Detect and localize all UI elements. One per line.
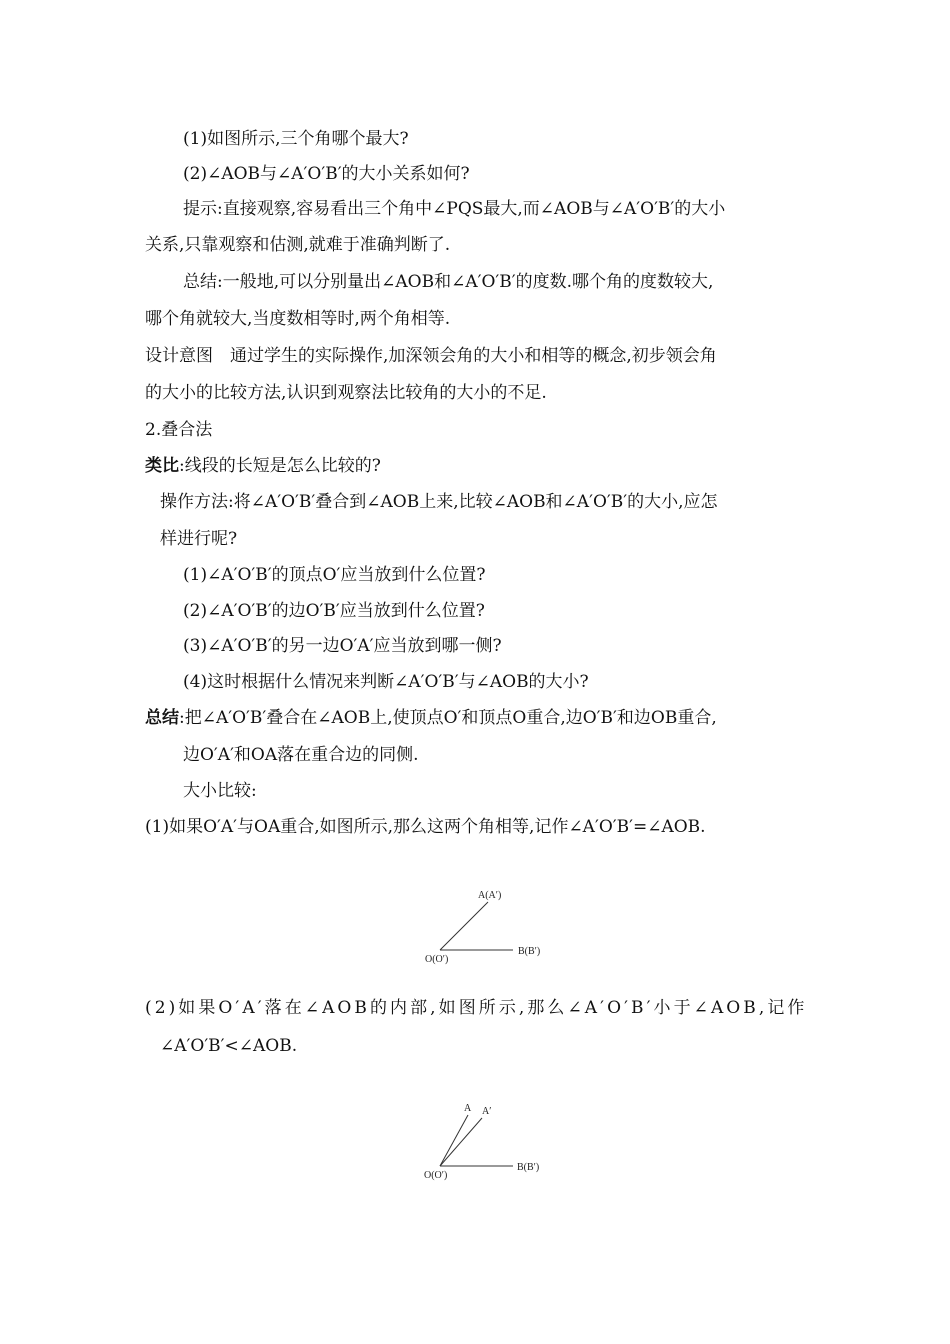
- summary2-line-2: 边O′A′和OA落在重合边的同侧.: [183, 745, 419, 765]
- section-title-overlap-method: 2.叠合法: [145, 420, 213, 440]
- label-a: A(A′): [478, 890, 502, 901]
- ray-oa: [440, 902, 488, 950]
- summary-line-1: 总结:一般地,可以分别量出∠AOB和∠A′O′B′的度数.哪个角的度数较大,: [183, 272, 714, 292]
- label-a-prime: A′: [482, 1106, 492, 1117]
- compare-title: 大小比较:: [183, 781, 257, 801]
- analogy-text: :线段的长短是怎么比较的?: [179, 456, 381, 476]
- step-1: (1)∠A′O′B′的顶点O′应当放到什么位置?: [183, 565, 486, 585]
- design-intent-line-2: 的大小的比较方法,认识到观察法比较角的大小的不足.: [145, 383, 547, 403]
- label-o: O(O′): [425, 954, 449, 965]
- ray-oa: [440, 1115, 468, 1166]
- hint-line-2: 关系,只靠观察和估测,就难于准确判断了.: [145, 235, 451, 255]
- design-intent-line-1: 设计意图 通过学生的实际操作,加深领会角的大小和相等的概念,初步领会角: [145, 346, 717, 366]
- operation-line-2: 样进行呢?: [160, 529, 238, 549]
- label-b: B(B′): [518, 946, 541, 957]
- analogy-paragraph: [145, 454, 381, 478]
- summary-line-2: 哪个角就较大,当度数相等时,两个角相等.: [145, 309, 451, 329]
- label-a: A: [464, 1103, 472, 1114]
- summary2-text: :把∠A′O′B′叠合在∠AOB上,使顶点O′和顶点O重合,边O′B′和边OB重合,: [179, 708, 717, 728]
- label-b: B(B′): [517, 1162, 540, 1173]
- summary2-line-1: [145, 706, 805, 730]
- ray-oa-prime: [440, 1118, 482, 1166]
- step-3: (3)∠A′O′B′的另一边O′A′应当放到哪一侧?: [183, 636, 502, 656]
- hint-line-1: 提示:直接观察,容易看出三个角中∠PQS最大,而∠AOB与∠A′O′B′的大小: [183, 199, 726, 219]
- question-2: (2)∠AOB与∠A′O′B′的大小关系如何?: [183, 164, 470, 184]
- figure-smaller-angle: [415, 1098, 580, 1188]
- analogy-label: 类比: [145, 456, 179, 476]
- figure-equal-angles: [420, 880, 580, 970]
- case-2-line-2: ∠A′O′B′<∠AOB.: [160, 1036, 298, 1056]
- case-2-line-1: ( 2 ) 如 果 O ′ A ′ 落 在 ∠ A O B 的 内 部 , 如 图 所 示 , 那 么 ∠ A ′ O ′ B ′ 小 于 ∠ A O B , 记 作: [145, 998, 805, 1018]
- question-1: (1)如图所示,三个角哪个最大?: [183, 129, 409, 149]
- case-1: (1)如果O′A′与OA重合,如图所示,那么这两个角相等,记作∠A′O′B′=∠AOB.: [145, 817, 706, 837]
- step-2: (2)∠A′O′B′的边O′B′应当放到什么位置?: [183, 601, 485, 621]
- summary2-label: 总结: [145, 708, 179, 728]
- label-o: O(O′): [424, 1170, 448, 1181]
- step-4: (4)这时根据什么情况来判断∠A′O′B′与∠AOB的大小?: [183, 672, 589, 692]
- operation-line-1: 操作方法:将∠A′O′B′叠合到∠AOB上来,比较∠AOB和∠A′O′B′的大小,应怎: [160, 492, 718, 512]
